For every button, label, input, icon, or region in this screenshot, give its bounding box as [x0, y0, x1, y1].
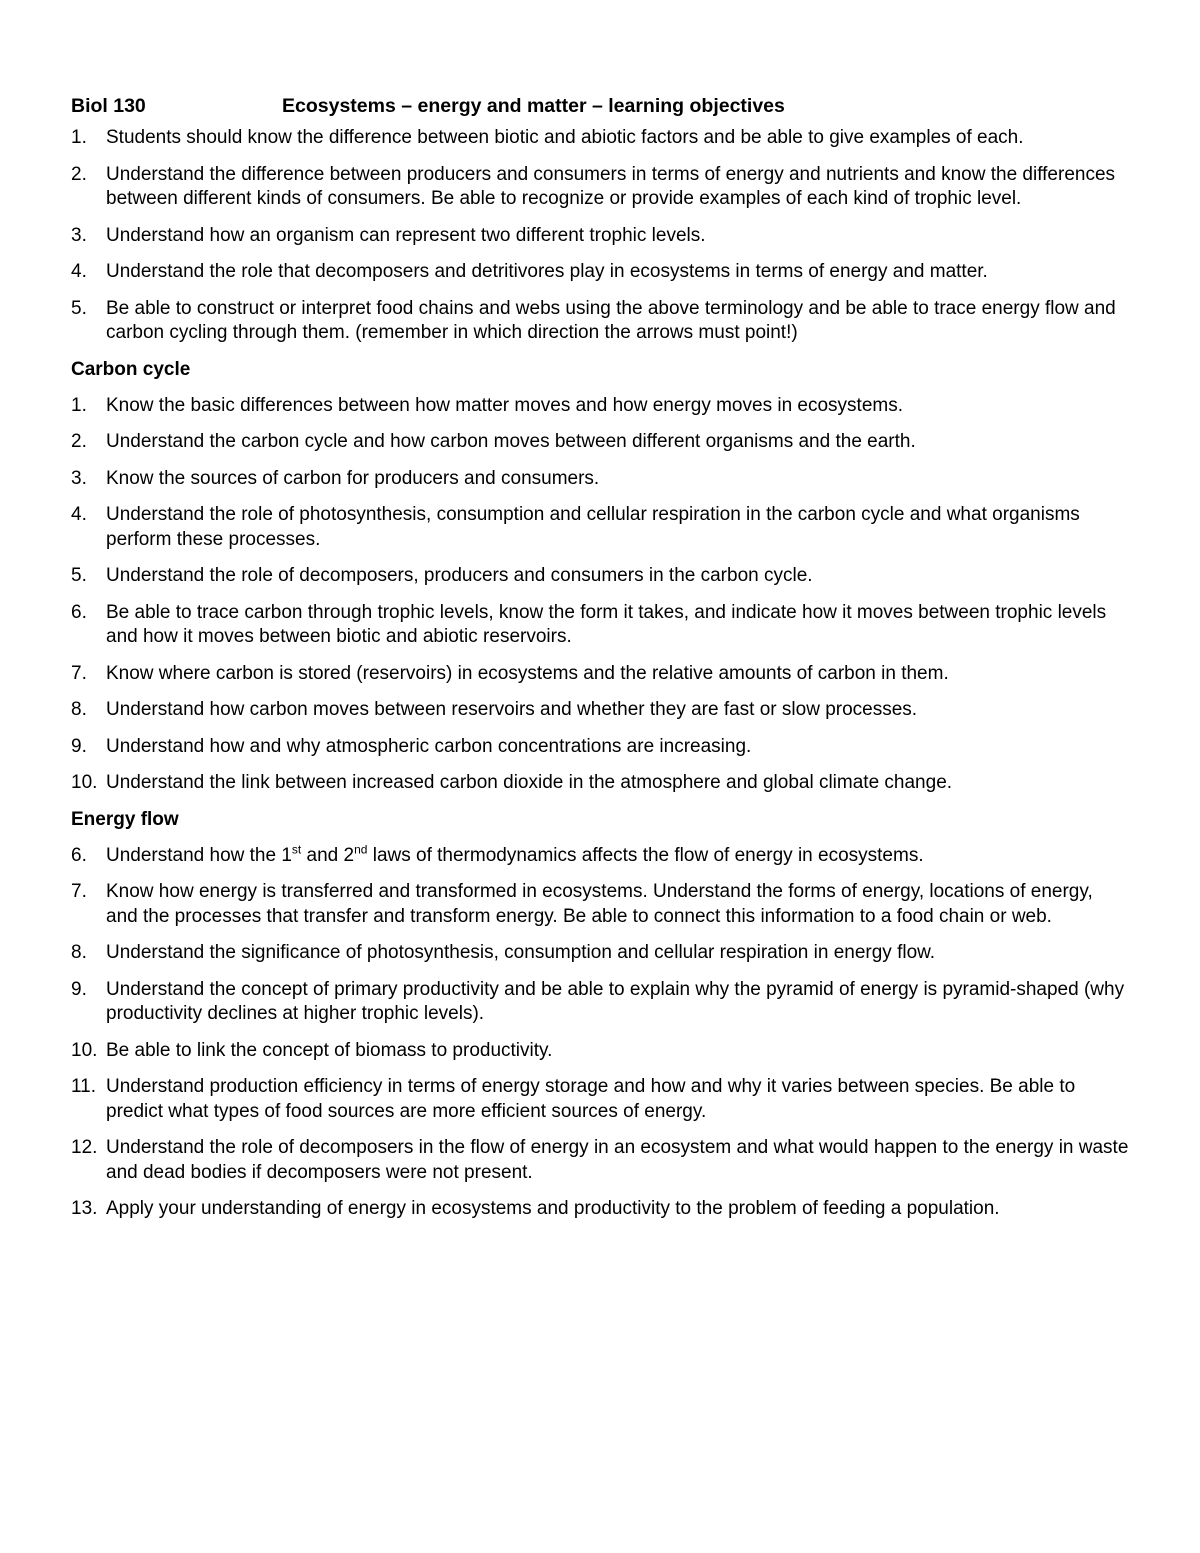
item-number: 5. [71, 565, 87, 586]
list-item [71, 1197, 1129, 1222]
item-text: Know where carbon is stored (reservoirs) in ecosystems and the relative amounts of carbon in them. [106, 662, 949, 684]
list-item [71, 662, 1129, 687]
list-item [71, 1039, 1129, 1064]
item-number: 2. [71, 431, 87, 452]
list-item [71, 1075, 1129, 1124]
item-number: 1. [71, 394, 87, 416]
list-item [71, 941, 1129, 966]
superscript-nd: nd [354, 842, 368, 857]
item-text: Understand the concept of primary productivity and be able to explain why the pyramid of energy is pyramid-shaped (why productivity declines at higher trophic levels). [106, 978, 1125, 1024]
item-text: Know the basic differences between how matter moves and how energy moves in ecosystems. [106, 394, 903, 416]
list-item [71, 394, 1129, 419]
document-page [71, 92, 1129, 1234]
list-item [71, 735, 1129, 760]
list-item [71, 698, 1129, 723]
item-text: Be able to link the concept of biomass to productivity. [106, 1039, 553, 1061]
carbon-cycle-heading: Carbon cycle [71, 358, 191, 380]
item-number: 10. [71, 772, 98, 793]
item-text: Understand the role of decomposers, producers and consumers in the carbon cycle. [106, 565, 813, 586]
list-item [71, 224, 1129, 249]
list-item [71, 601, 1129, 650]
list-item [71, 978, 1129, 1027]
item-number: 3. [71, 467, 87, 489]
document-header [71, 92, 1129, 120]
energy-flow-list [71, 844, 1129, 1222]
item-number: 3. [71, 224, 87, 246]
intro-objectives-list [71, 126, 1129, 346]
item-number: 9. [71, 978, 87, 1000]
item-number: 6. [71, 601, 87, 623]
list-item [71, 503, 1129, 552]
item-number: 13. [71, 1198, 98, 1219]
item-text: Understand the carbon cycle and how carbon moves between different organisms and the earth. [106, 431, 916, 452]
list-item [71, 163, 1129, 212]
item-text: Know the sources of carbon for producers and consumers. [106, 467, 600, 489]
item-text: Be able to construct or interpret food chains and webs using the above terminology and be able to trace energy flow and carbon cycling through them. (remember in which direction the arrows must point!) [106, 297, 1116, 343]
item-text: Understand the difference between producers and consumers in terms of energy and nutrients and know the differences between different kinds of consumers. Be able to recognize or provide examples of each kind of trophic level. [106, 163, 1116, 209]
list-item [71, 297, 1129, 346]
document-title: Ecosystems – energy and matter – learning objectives [282, 95, 785, 117]
list-item [71, 126, 1129, 151]
list-item [71, 1136, 1129, 1185]
item-number: 4. [71, 261, 87, 282]
item-number: 8. [71, 942, 87, 963]
carbon-cycle-list [71, 394, 1129, 796]
course-code: Biol 130 [71, 95, 146, 117]
item-number: 4. [71, 504, 87, 525]
item-text: Understand the significance of photosynthesis, consumption and cellular respiration in energy flow. [106, 942, 936, 963]
item-text: Understand how carbon moves between reservoirs and whether they are fast or slow processes. [106, 699, 918, 720]
item-number: 11. [71, 1076, 97, 1097]
item-number: 5. [71, 297, 87, 319]
item-number: 1. [71, 127, 87, 148]
item-text: Understand the role of decomposers in the flow of energy in an ecosystem and what would happen to the energy in waste and dead bodies if decomposers were not present. [106, 1137, 1129, 1183]
item-number: 7. [71, 662, 87, 684]
item-text: Know how energy is transferred and transformed in ecosystems. Understand the forms of energy, locations of energy, and the processes that transfer and transform energy. Be able to connect this information to a food chain or web. [106, 881, 1093, 927]
item-number: 12. [71, 1137, 98, 1158]
item-number: 9. [71, 735, 87, 757]
superscript-st: st [291, 842, 302, 857]
item-number: 8. [71, 699, 87, 720]
item-text: Understand how and why atmospheric carbon concentrations are increasing. [106, 735, 752, 757]
item-number: 2. [71, 163, 87, 185]
energy-flow-heading: Energy flow [71, 808, 179, 830]
item-number: 7. [71, 881, 87, 902]
item-text: Understand how the 1st and 2nd laws of thermodynamics affects the flow of energy in ecosystems. [106, 842, 924, 866]
item-text: Students should know the difference between biotic and abiotic factors and be able to give examples of each. [106, 127, 1024, 148]
item-text: Understand the link between increased carbon dioxide in the atmosphere and global climate change. [106, 772, 953, 793]
item-number: 10. [71, 1039, 98, 1061]
list-item [71, 467, 1129, 492]
list-item [71, 430, 1129, 455]
item-text: Be able to trace carbon through trophic levels, know the form it takes, and indicate how it moves between trophic levels and how it moves between biotic and abiotic reservoirs. [106, 601, 1107, 647]
list-item [71, 844, 1129, 869]
item-text: Apply your understanding of energy in ecosystems and productivity to the problem of feeding a population. [106, 1198, 1000, 1219]
list-item [71, 564, 1129, 589]
list-item [71, 880, 1129, 929]
item-number: 6. [71, 844, 87, 866]
item-text: Understand the role of photosynthesis, consumption and cellular respiration in the carbon cycle and what organisms perform these processes. [106, 504, 1080, 550]
item-text: Understand the role that decomposers and detritivores play in ecosystems in terms of energy and matter. [106, 261, 988, 282]
list-item [71, 260, 1129, 285]
list-item [71, 771, 1129, 796]
item-text: Understand how an organism can represent two different trophic levels. [106, 224, 706, 246]
item-text: Understand production efficiency in terms of energy storage and how and why it varies between species. Be able to predict what types of food sources are more efficient sources of energy. [106, 1076, 1076, 1122]
